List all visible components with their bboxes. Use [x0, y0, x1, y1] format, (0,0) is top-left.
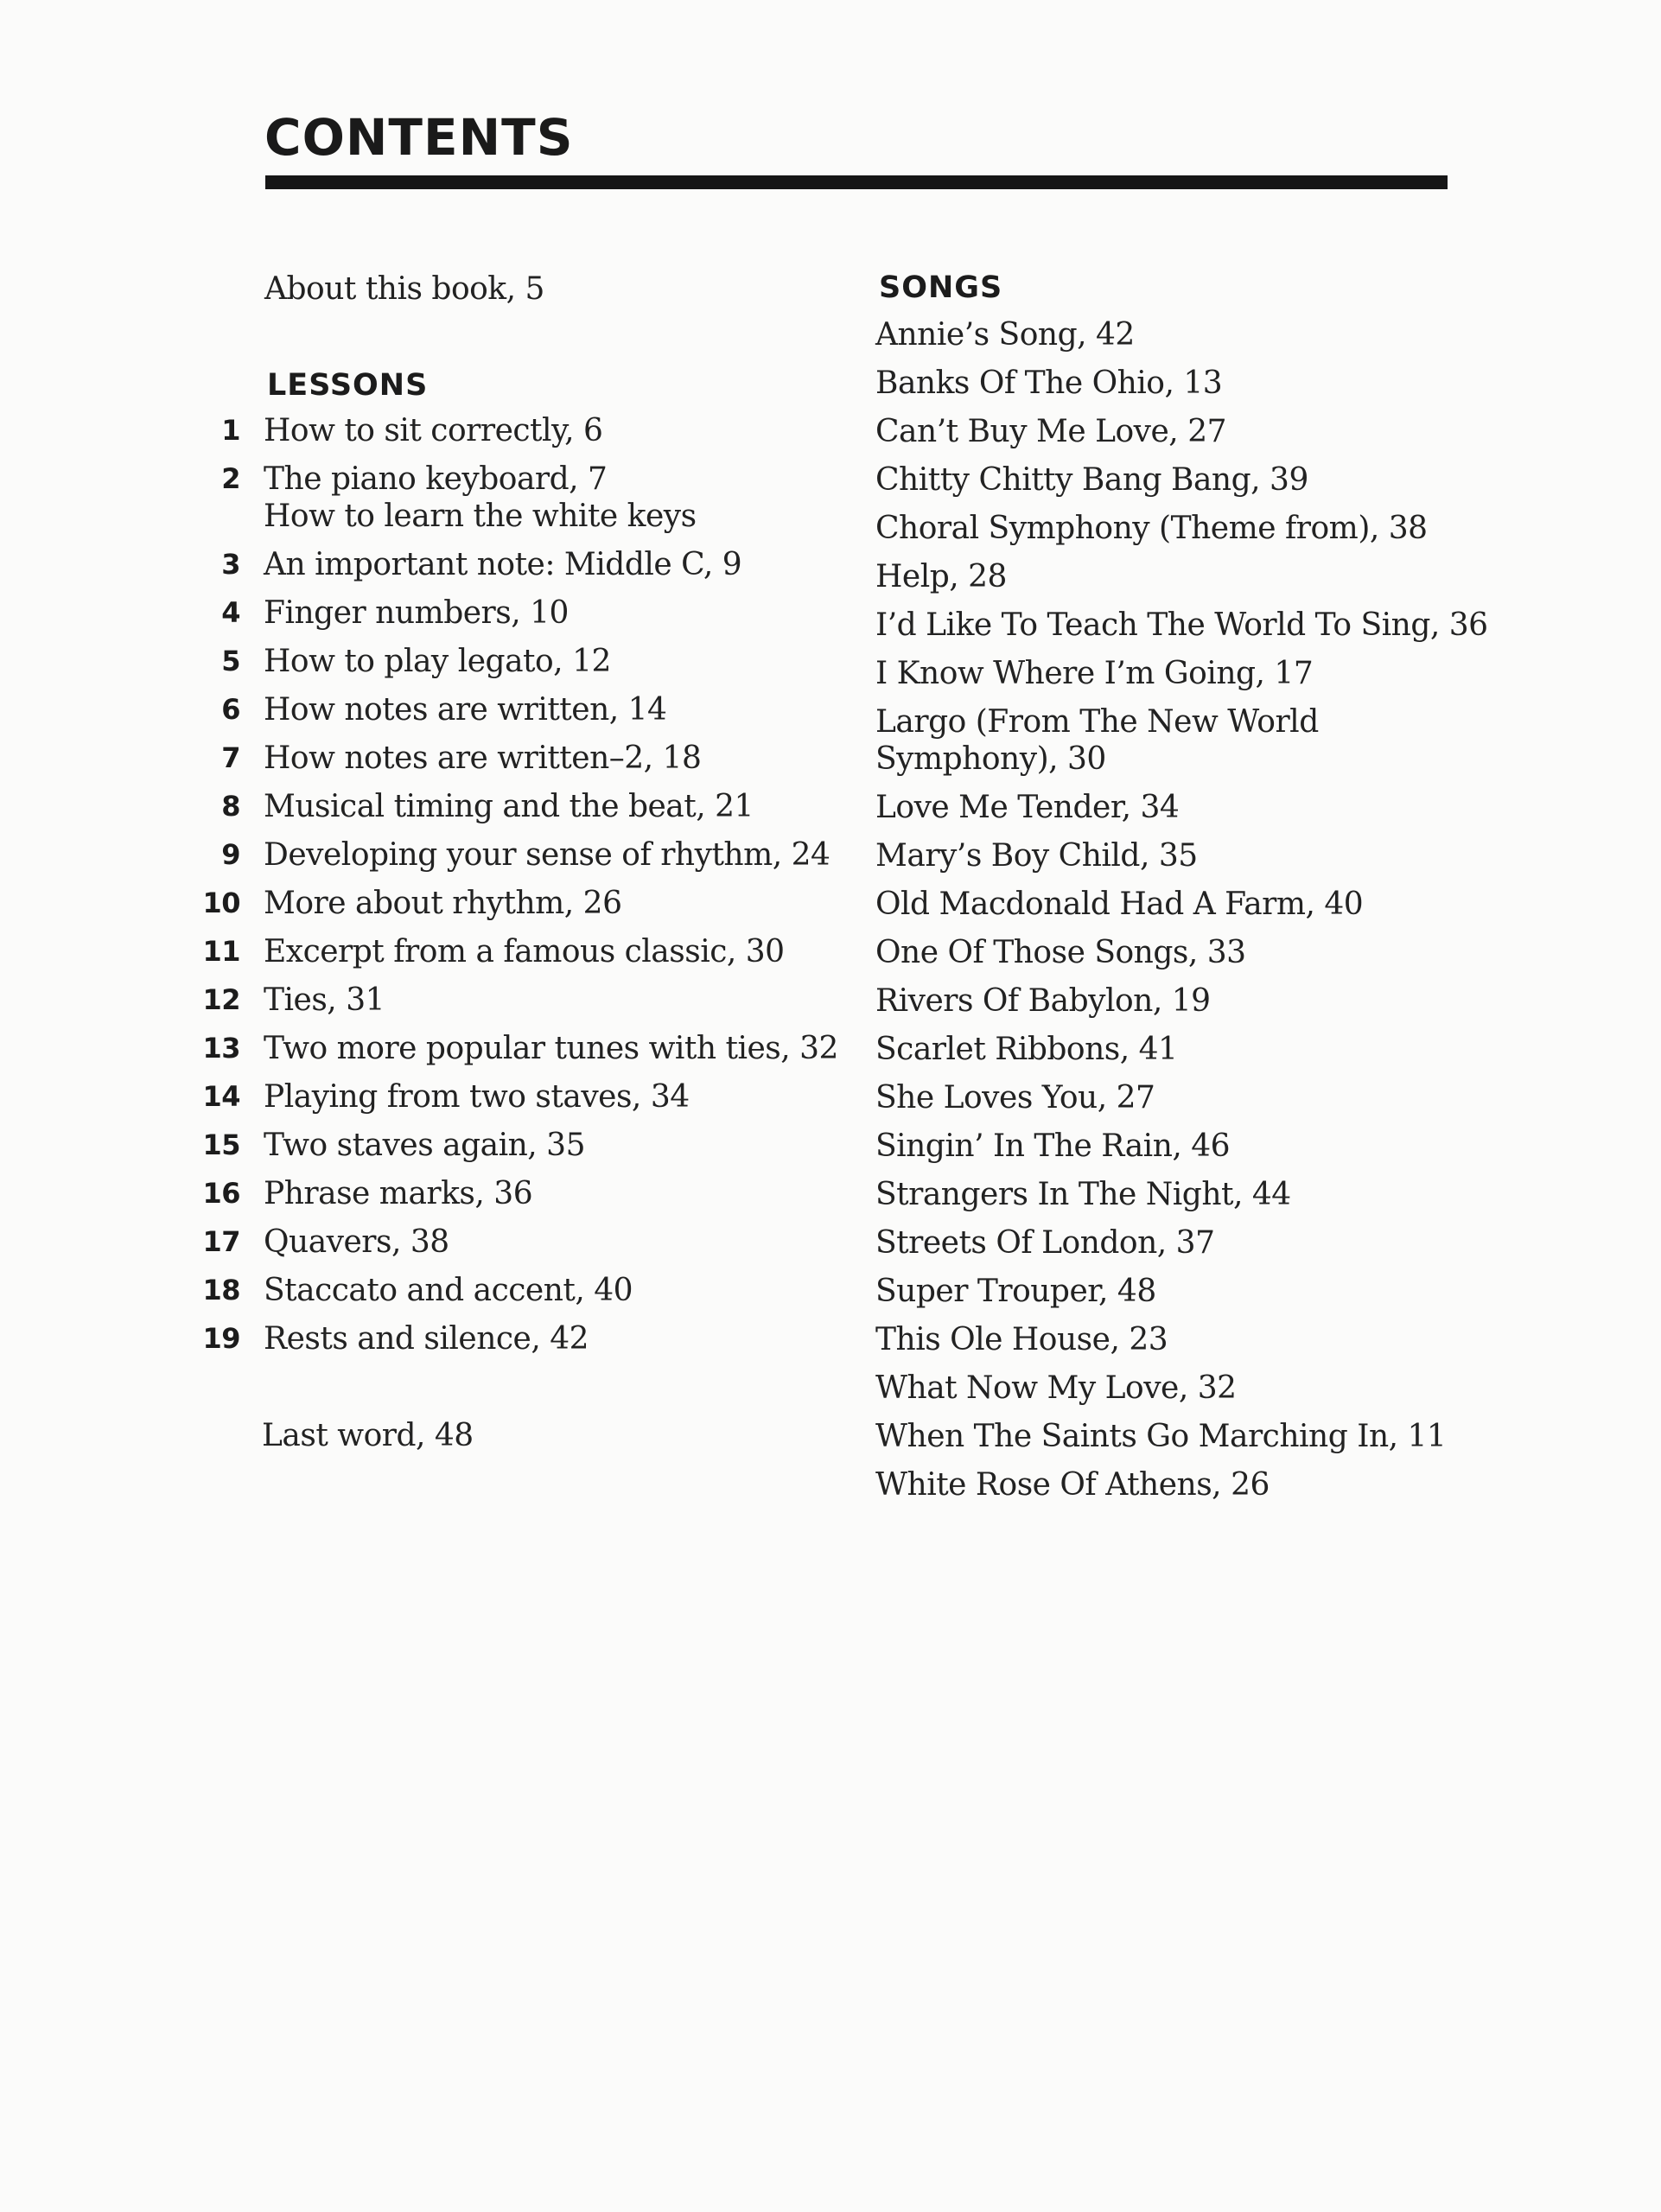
lesson-item[interactable]: [190, 412, 838, 449]
song-item[interactable]: Annie’s Song, 42: [875, 317, 1135, 353]
lesson-title: Quavers, 38: [264, 1224, 449, 1260]
lesson-number: 2: [221, 462, 240, 495]
lesson-number: 11: [202, 935, 240, 968]
song-item[interactable]: Old Macdonald Had A Farm, 40: [875, 887, 1364, 922]
lesson-number: 15: [202, 1128, 240, 1161]
lesson-title: Finger numbers, 10: [264, 595, 569, 631]
song-item[interactable]: I’d Like To Teach The World To Sing, 36: [875, 607, 1488, 643]
lesson-title: How notes are written–2, 18: [264, 741, 702, 776]
lesson-number: 3: [221, 548, 240, 581]
lesson-item[interactable]: [190, 1030, 838, 1067]
lesson-item[interactable]: [190, 594, 838, 632]
page-title: CONTENTS: [264, 108, 574, 167]
lesson-number: 6: [221, 693, 240, 726]
lesson-number: 13: [202, 1032, 240, 1065]
lesson-number: 1: [221, 414, 240, 447]
lesson-item[interactable]: [190, 788, 838, 825]
lesson-number: 17: [202, 1225, 240, 1258]
song-item[interactable]: Mary’s Boy Child, 35: [875, 838, 1198, 874]
lesson-title: Excerpt from a famous classic, 30: [264, 934, 785, 969]
song-item[interactable]: Singin’ In The Rain, 46: [875, 1128, 1231, 1164]
song-item[interactable]: Streets Of London, 37: [875, 1225, 1215, 1261]
lesson-title: Two more popular tunes with ties, 32: [264, 1031, 838, 1066]
song-item[interactable]: Largo (From The New World Symphony), 30: [875, 704, 1319, 777]
lesson-title: Two staves again, 35: [264, 1128, 585, 1163]
song-item[interactable]: Choral Symphony (Theme from), 38: [875, 511, 1428, 546]
song-item[interactable]: She Loves You, 27: [875, 1080, 1155, 1116]
lesson-number: 4: [221, 596, 240, 629]
lesson-number: 5: [221, 645, 240, 677]
lesson-title: More about rhythm, 26: [264, 886, 622, 921]
lesson-item[interactable]: [190, 1320, 838, 1357]
lesson-item[interactable]: [190, 1272, 838, 1309]
lesson-title: Developing your sense of rhythm, 24: [264, 837, 830, 873]
lesson-number: 7: [221, 741, 240, 774]
lesson-title: How to sit correctly, 6: [264, 413, 603, 448]
songs-heading: SONGS: [879, 270, 1003, 305]
lesson-item[interactable]: [190, 643, 838, 680]
lesson-number: 16: [202, 1177, 240, 1210]
song-item[interactable]: Scarlet Ribbons, 41: [875, 1032, 1178, 1067]
lesson-number: 8: [221, 790, 240, 823]
about-entry[interactable]: About this book, 5: [264, 271, 544, 307]
song-item[interactable]: Love Me Tender, 34: [875, 790, 1180, 825]
song-item[interactable]: Strangers In The Night, 44: [875, 1177, 1291, 1212]
lesson-item[interactable]: [190, 982, 838, 1019]
lesson-title: Musical timing and the beat, 21: [264, 789, 754, 824]
lesson-title: How notes are written, 14: [264, 692, 667, 728]
lesson-title: Rests and silence, 42: [264, 1321, 589, 1357]
song-item[interactable]: Chitty Chitty Bang Bang, 39: [875, 462, 1308, 498]
lesson-item[interactable]: [190, 885, 838, 922]
song-item[interactable]: This Ole House, 23: [875, 1322, 1168, 1357]
lesson-number: 18: [202, 1274, 240, 1306]
lesson-item[interactable]: [190, 740, 838, 777]
lesson-title: How to play legato, 12: [264, 644, 611, 679]
song-item[interactable]: When The Saints Go Marching In, 11: [875, 1419, 1447, 1454]
song-item[interactable]: What Now My Love, 32: [875, 1370, 1237, 1406]
lesson-title: Phrase marks, 36: [264, 1176, 533, 1211]
lessons-heading: LESSONS: [267, 368, 429, 403]
lesson-title: The piano keyboard, 7 How to learn the white keys: [264, 461, 697, 534]
lesson-title: Playing from two staves, 34: [264, 1079, 690, 1115]
lesson-item[interactable]: [190, 546, 838, 583]
song-item[interactable]: Super Trouper, 48: [875, 1274, 1156, 1309]
lesson-item[interactable]: [190, 461, 838, 535]
lesson-number: 12: [202, 983, 240, 1016]
lesson-number: 14: [202, 1080, 240, 1113]
song-item[interactable]: White Rose Of Athens, 26: [875, 1467, 1270, 1503]
song-item[interactable]: One Of Those Songs, 33: [875, 935, 1246, 970]
lesson-item[interactable]: [190, 1175, 838, 1212]
last-word-entry[interactable]: Last word, 48: [262, 1418, 474, 1453]
lesson-title: Staccato and accent, 40: [264, 1273, 633, 1308]
lesson-item[interactable]: [190, 1224, 838, 1261]
song-item[interactable]: Rivers Of Babylon, 19: [875, 983, 1211, 1019]
lesson-number: 9: [221, 838, 240, 871]
lesson-title: An important note: Middle C, 9: [264, 547, 742, 582]
lessons-list: [190, 412, 838, 1369]
title-rule: [265, 175, 1448, 189]
lesson-item[interactable]: [190, 933, 838, 970]
lesson-title: Ties, 31: [264, 982, 385, 1018]
lesson-item[interactable]: [190, 836, 838, 874]
song-item[interactable]: Help, 28: [875, 559, 1007, 594]
song-item[interactable]: I Know Where I’m Going, 17: [875, 656, 1314, 691]
song-item[interactable]: Can’t Buy Me Love, 27: [875, 414, 1226, 449]
lesson-number: 19: [202, 1322, 240, 1355]
lesson-number: 10: [202, 887, 240, 919]
lesson-item[interactable]: [190, 691, 838, 728]
lesson-item[interactable]: [190, 1078, 838, 1116]
songs-list: [875, 316, 1488, 1515]
song-item[interactable]: Banks Of The Ohio, 13: [875, 365, 1223, 401]
lesson-item[interactable]: [190, 1127, 838, 1164]
